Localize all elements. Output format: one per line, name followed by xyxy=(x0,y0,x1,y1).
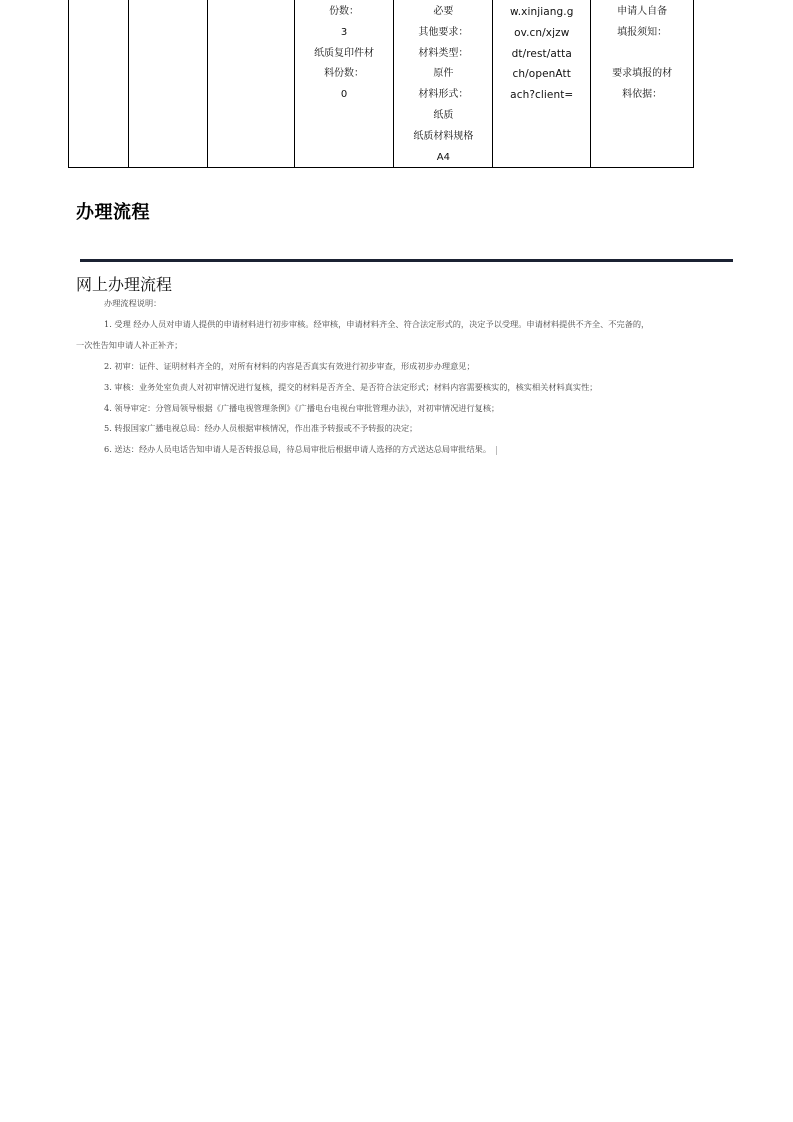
cell-text: 必要 xyxy=(433,6,454,17)
table-cell-col1 xyxy=(69,0,129,167)
process-step-6-text: 6. 送达：经办人员电话告知申请人是否转报总局，待总局审批后根据申请人选择的方式送达总局审批结果。 xyxy=(104,444,492,454)
cell-text: 材料类型： xyxy=(418,47,469,59)
attachment-link[interactable] xyxy=(493,2,590,106)
link-text[interactable]: w.xinjiang.g xyxy=(509,6,574,18)
process-intro: 办理流程说明： xyxy=(104,298,162,308)
process-step-1: 1. 受理 经办人员对申请人提供的申请材料进行初步审核。经审核，申请材料齐全、符合法定形式的，决定予以受理。申请材料提供不齐全、不完备的， xyxy=(104,319,650,329)
cell-text xyxy=(591,44,693,65)
link-text[interactable]: ach?client= xyxy=(510,89,574,102)
cell-text: 料依据： xyxy=(622,89,663,101)
section-divider xyxy=(80,259,733,262)
table-cell-col6 xyxy=(493,0,591,167)
process-step-3: 3. 审核：业务处室负责人对初审情况进行复核，提交的材料是否齐全、是否符合法定形式；材料内容需要核实的，核实相关材料真实性； xyxy=(104,382,598,392)
cell-text: 0 xyxy=(340,89,348,101)
cell-text: 纸质复印件材 xyxy=(314,47,375,59)
requirements-info xyxy=(394,2,492,168)
cell-text: 份数： xyxy=(329,6,360,17)
process-step-6 xyxy=(104,444,497,455)
cell-text: 3 xyxy=(340,26,348,38)
link-text[interactable]: dt/rest/atta xyxy=(511,47,572,60)
section-subtitle: 网上办理流程 xyxy=(76,275,173,294)
cell-text: A4 xyxy=(436,151,450,163)
table-cell-col3 xyxy=(208,0,295,167)
table-cell-col7 xyxy=(591,0,694,167)
paragraph-end-mark xyxy=(496,446,497,455)
copies-info xyxy=(295,2,394,106)
cell-text: 料份数： xyxy=(324,68,365,80)
cell-text: 其他要求： xyxy=(418,26,469,38)
link-text[interactable]: ov.cn/xjzw xyxy=(514,26,570,39)
section-title: 办理流程 xyxy=(76,202,150,223)
cell-text: 材料形式： xyxy=(418,89,469,101)
process-step-5: 5. 转报国家广播电视总局：经办人员根据审核情况，作出准予转报或不予转报的决定； xyxy=(104,423,418,433)
process-step-2: 2. 初审：证件、证明材料齐全的，对所有材料的内容是否真实有效进行初步审查，形成初步办理意见； xyxy=(104,361,475,371)
process-step-4: 4. 领导审定：分管局领导根据《广播电视管理条例》《广播电台电视台审批管理办法》，对初审情况进行复核； xyxy=(104,403,500,413)
cell-text: 申请人自备 xyxy=(617,6,668,17)
link-text[interactable]: ch/openAtt xyxy=(512,68,571,81)
cell-text: 要求填报的材 xyxy=(612,68,673,80)
cell-text: 填报须知： xyxy=(617,26,668,38)
table-cell-col2 xyxy=(129,0,208,167)
table-cell-col4 xyxy=(295,0,395,167)
materials-table xyxy=(68,0,694,168)
cell-text: 纸质材料规格 xyxy=(413,130,474,142)
cell-text: 原件 xyxy=(433,68,454,80)
cell-text: 纸质 xyxy=(433,109,454,121)
source-info xyxy=(591,2,693,106)
table-cell-col5 xyxy=(394,0,493,167)
process-step-1-continued: 一次性告知申请人补正补齐； xyxy=(76,340,183,350)
